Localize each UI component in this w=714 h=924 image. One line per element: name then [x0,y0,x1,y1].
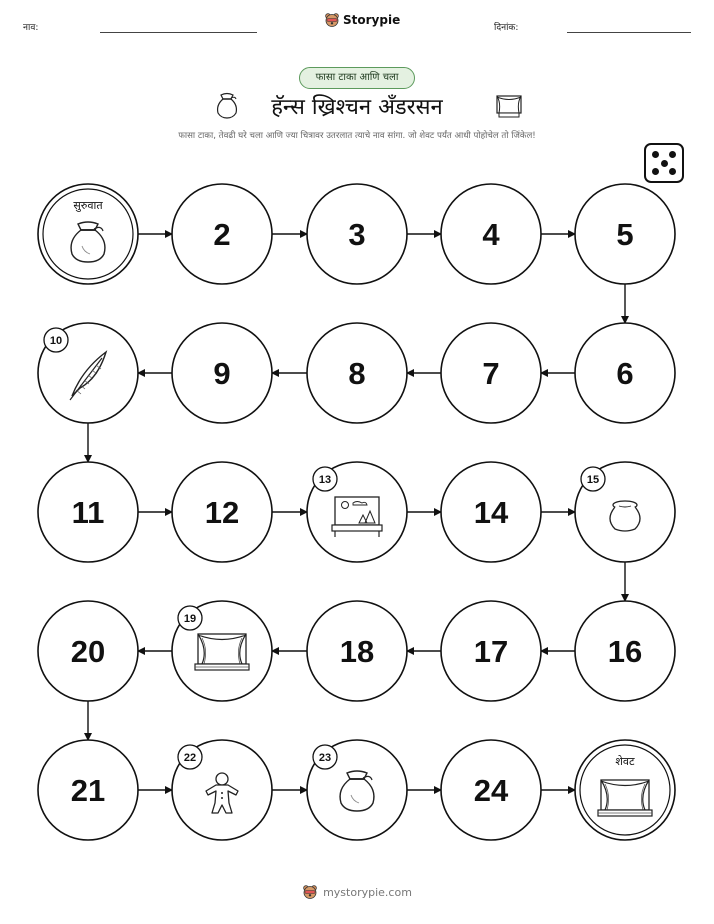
board-cell-11[interactable] [38,462,138,562]
board-cell-2[interactable] [172,184,272,284]
cell-number: 8 [348,356,366,391]
start-label: सुरुवात [73,199,103,212]
board-cell-24[interactable] [441,740,541,840]
board-cell-4[interactable] [441,184,541,284]
cell-number: 12 [204,495,240,530]
cell-number: 13 [318,474,332,486]
footer-site: mystorypie.com [323,885,412,899]
brand-name: Storypie [343,13,401,27]
board-cell-17[interactable] [441,601,541,701]
stage-curtain-icon [195,634,249,670]
cell-number: 20 [70,634,106,669]
cell-number: 5 [616,217,634,252]
name-label: नाव: [23,23,39,33]
cell-number: 24 [473,773,509,808]
stage-curtain-icon [598,780,652,816]
instructions-text: फासा टाका, तेवढी घरे चला आणि ज्या चित्रावर उतरलात त्याचे नाव सांगा. जो शेवट पर्यंत आधी पोहोचेल तो जिंकेल! [178,131,536,141]
board-cell-3[interactable] [307,184,407,284]
finish-label: शेवट [615,755,635,768]
footer [0,884,714,900]
cell-number: 21 [70,773,106,808]
board-cell-21[interactable] [38,740,138,840]
cell-number: 3 [348,217,366,252]
board-cell-16[interactable] [575,601,675,701]
cell-number: 22 [183,752,197,764]
board-cell-20[interactable] [38,601,138,701]
board-cell-14[interactable] [441,462,541,562]
cell-number: 15 [586,474,600,486]
board-cell-9[interactable] [172,323,272,423]
theater-stage-icon [332,497,382,537]
cell-number: 17 [473,634,509,669]
board-cell-5[interactable] [575,184,675,284]
pot-icon [610,501,640,531]
board-cell-18[interactable] [307,601,407,701]
cell-number: 11 [71,495,105,530]
board-cell-12[interactable] [172,462,272,562]
cell-number: 14 [473,495,509,530]
cell-number: 2 [213,217,231,252]
cell-number: 18 [339,634,375,669]
cell-number: 6 [616,356,634,391]
cell-number: 19 [183,613,197,625]
bear-mascot-icon [302,884,318,900]
cell-number: 16 [607,634,643,669]
cell-number: 23 [318,752,332,764]
cell-number: 9 [213,356,231,391]
date-label: दिनांक: [494,23,519,33]
board-cell-8[interactable] [307,323,407,423]
cell-number: 10 [49,335,63,347]
cell-number: 4 [482,217,500,252]
page-title: हॅन्स ख्रिश्चन अँडरसन [271,95,443,120]
board-cell-7[interactable] [441,323,541,423]
cell-number: 7 [482,356,500,391]
game-type-pill: फासा टाका आणि चला [299,67,415,89]
board-cell-6[interactable] [575,323,675,423]
